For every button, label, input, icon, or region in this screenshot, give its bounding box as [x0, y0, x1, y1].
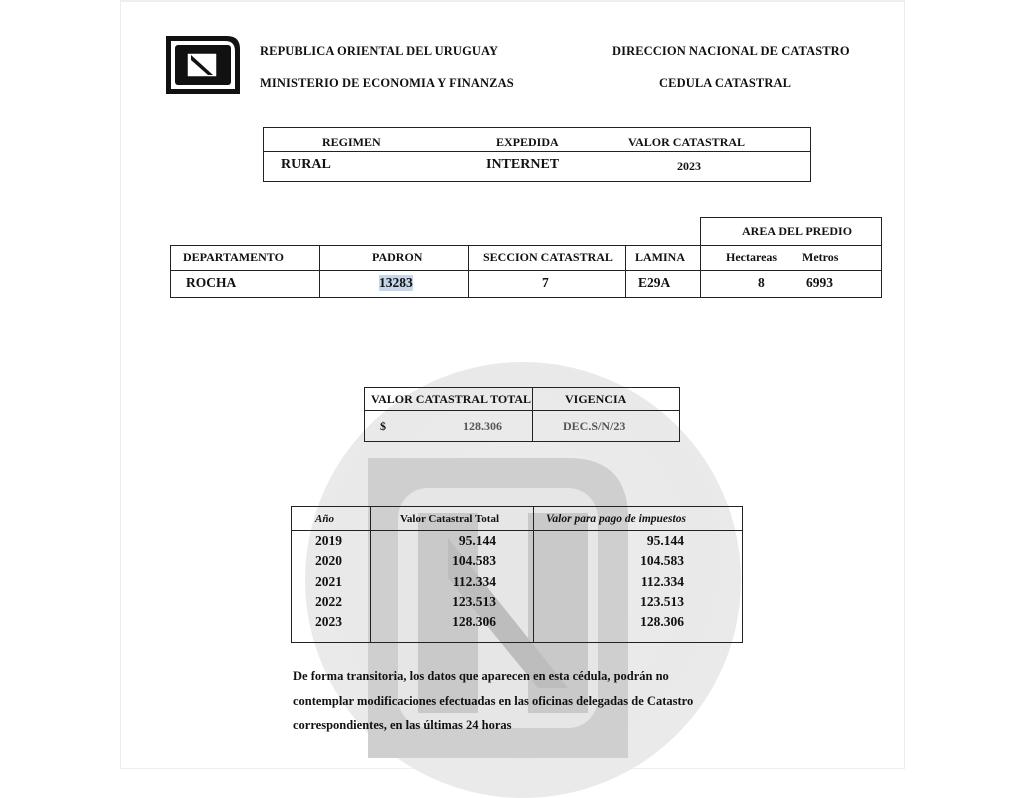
- header-ministry: MINISTERIO DE ECONOMIA Y FINANZAS: [260, 76, 514, 90]
- tax-cell: 104.583: [640, 553, 684, 569]
- year-cell: 2023: [315, 614, 342, 630]
- padron-header: PADRON: [372, 250, 423, 264]
- seccion-value: 7: [542, 275, 549, 290]
- departamento-value: ROCHA: [186, 275, 237, 290]
- year-cell: 2022: [315, 593, 342, 609]
- currency-symbol: $: [380, 419, 386, 433]
- tax-cell: 95.144: [646, 533, 684, 548]
- expedida-value: INTERNET: [486, 157, 560, 172]
- catastro-logo-icon: [165, 35, 241, 95]
- metros-value: 6993: [806, 275, 833, 290]
- vigencia-value: DEC.S/N/23: [563, 419, 626, 433]
- area-header: AREA DEL PREDIO: [742, 224, 853, 238]
- tax-header: Valor para pago de impuestos: [546, 513, 686, 525]
- header-cedula: CEDULA CATASTRAL: [659, 76, 792, 90]
- tax-cell: 112.334: [640, 573, 684, 589]
- hectareas-value: 8: [758, 275, 765, 290]
- lamina-header: LAMINA: [635, 250, 685, 264]
- valor-catastral-value: 2023: [677, 159, 701, 173]
- vigencia-header: VIGENCIA: [565, 392, 627, 406]
- tax-cell: 128.306: [640, 614, 684, 630]
- hectareas-header: Hectareas: [726, 250, 778, 264]
- metros-header: Metros: [802, 250, 839, 264]
- year-header: Año: [315, 513, 334, 525]
- year-cell: 2020: [315, 553, 342, 569]
- header-direccion: DIRECCION NACIONAL DE CATASTRO: [612, 44, 850, 58]
- seccion-header: SECCION CATASTRAL: [483, 250, 613, 264]
- tax-cell: 123.513: [640, 593, 684, 609]
- valor-catastral-header: VALOR CATASTRAL: [628, 135, 746, 149]
- total-history-header: Valor Catastral Total: [400, 513, 500, 525]
- regimen-value: RURAL: [281, 157, 331, 172]
- regimen-header: REGIMEN: [322, 135, 381, 149]
- padron-value[interactable]: 13283: [379, 275, 413, 290]
- total-cell: 104.583: [452, 553, 496, 569]
- total-cell: 95.144: [458, 533, 496, 548]
- year-cell: 2021: [315, 573, 342, 589]
- total-cell: 112.334: [452, 573, 496, 589]
- note-line-2: contemplar modificaciones efectuadas en las oficinas delegadas de Catastro: [293, 694, 694, 708]
- departamento-header: DEPARTAMENTO: [183, 250, 284, 264]
- expedida-header: EXPEDIDA: [496, 135, 559, 149]
- total-header: VALOR CATASTRAL TOTAL: [371, 392, 532, 406]
- header-republic: REPUBLICA ORIENTAL DEL URUGUAY: [260, 44, 499, 58]
- note-line-3: correspondientes, en las últimas 24 horas: [293, 718, 512, 732]
- year-cell: 2019: [315, 533, 342, 548]
- total-cell: 128.306: [452, 614, 496, 630]
- total-value: 128.306: [463, 419, 502, 433]
- total-cell: 123.513: [452, 593, 496, 609]
- lamina-value: E29A: [638, 275, 671, 290]
- note-line-1: De forma transitoria, los datos que aparecen en esta cédula, podrán no: [293, 669, 669, 683]
